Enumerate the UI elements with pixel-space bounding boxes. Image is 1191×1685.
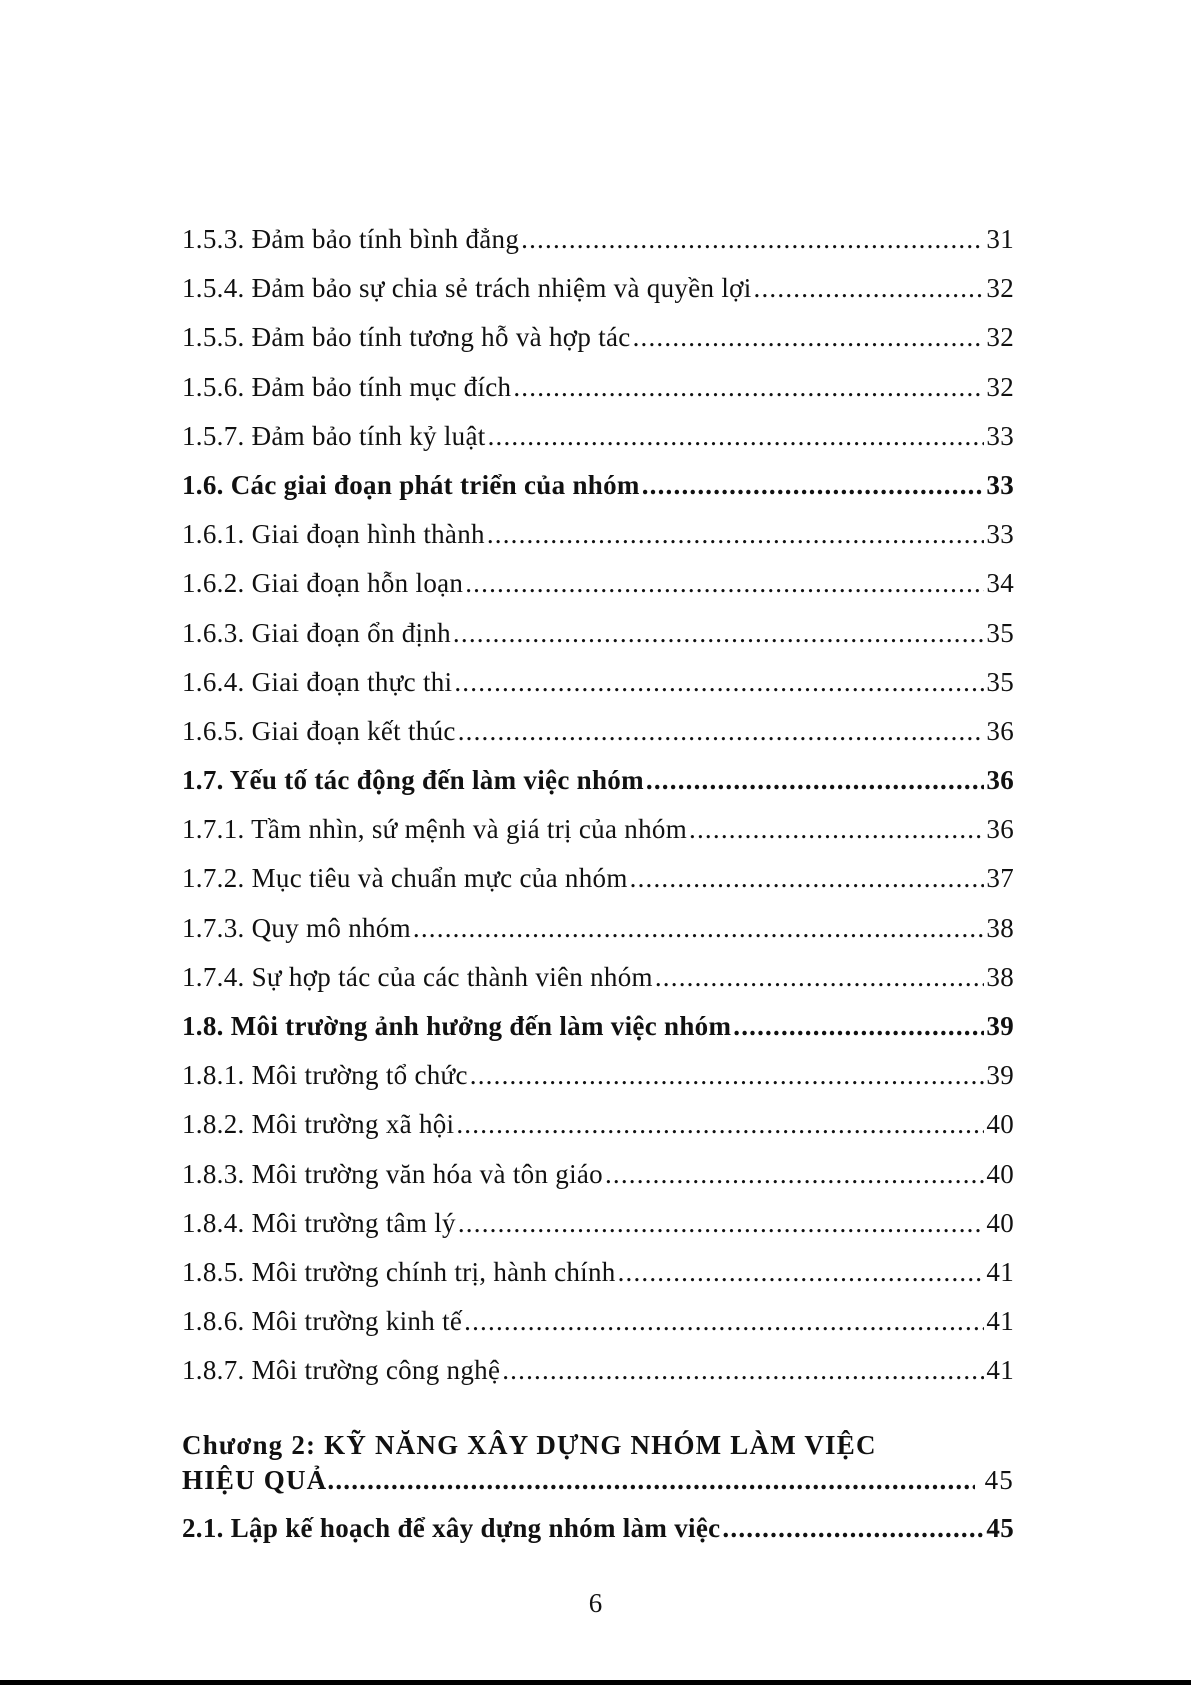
toc-entry-title: 1.6.3. Giai đoạn ổn định bbox=[182, 617, 451, 648]
dot-leader bbox=[454, 667, 984, 698]
toc-section-entry[interactable] bbox=[182, 765, 1014, 814]
toc-entry-page-number: 32 bbox=[986, 371, 1014, 402]
toc-entry-page-number: 40 bbox=[986, 1109, 1014, 1140]
toc-subsection-entry[interactable] bbox=[182, 814, 1014, 863]
toc-subsection-entry[interactable] bbox=[182, 322, 1014, 371]
toc-entry-page-number: 45 bbox=[986, 1512, 1014, 1543]
chapter-title-line-1: Chương 2: KỸ NĂNG XÂY DỰNG NHÓM LÀM VIỆC bbox=[182, 1429, 877, 1460]
toc-entry-page-number: 41 bbox=[986, 1256, 1014, 1287]
toc-entry-title: 1.8.6. Môi trường kinh tế bbox=[182, 1306, 463, 1337]
toc-entry-page-number: 34 bbox=[986, 568, 1014, 599]
toc-entry-page-number: 37 bbox=[986, 863, 1014, 894]
dot-leader bbox=[488, 421, 985, 452]
toc-entry-title: 1.8.5. Môi trường chính trị, hành chính bbox=[182, 1256, 616, 1287]
toc-chapter-heading[interactable] bbox=[182, 1425, 1014, 1513]
toc-entry-page-number: 39 bbox=[986, 1011, 1014, 1041]
dot-leader bbox=[521, 224, 984, 255]
toc-entry-title: 1.5.4. Đảm bảo sự chia sẻ trách nhiệm và quyền lợi bbox=[182, 273, 752, 304]
toc-entry-page-number: 33 bbox=[986, 519, 1014, 550]
dot-leader bbox=[689, 814, 984, 845]
toc-entry-page-number: 36 bbox=[986, 715, 1014, 746]
dot-leader bbox=[633, 322, 985, 353]
toc-entry-title: 1.6. Các giai đoạn phát triển của nhóm bbox=[182, 469, 640, 500]
dot-leader bbox=[327, 1465, 974, 1496]
toc-entry-page-number: 35 bbox=[986, 666, 1014, 697]
toc-entry-page-number: 40 bbox=[986, 1158, 1014, 1189]
dot-leader bbox=[458, 716, 985, 747]
toc-entry-page-number: 40 bbox=[986, 1207, 1014, 1238]
toc-subsection-entry[interactable] bbox=[182, 618, 1014, 667]
toc-subsection-entry[interactable] bbox=[182, 962, 1014, 1011]
toc-entry-page-number: 33 bbox=[986, 420, 1014, 451]
dot-leader bbox=[464, 1306, 984, 1337]
toc-entry-page-number: 36 bbox=[986, 765, 1014, 796]
toc-subsection-entry[interactable] bbox=[182, 224, 1014, 273]
toc-entry-page-number: 31 bbox=[986, 224, 1014, 254]
toc-entry-page-number: 38 bbox=[986, 961, 1014, 992]
toc-subsection-entry[interactable] bbox=[182, 863, 1014, 912]
toc-entry-title: 1.6.1. Giai đoạn hình thành bbox=[182, 519, 485, 550]
dot-leader bbox=[605, 1159, 984, 1190]
toc-section-entry[interactable] bbox=[182, 1011, 1014, 1060]
toc-subsection-entry[interactable] bbox=[182, 273, 1014, 322]
toc-entry-title: 1.8.2. Môi trường xã hội bbox=[182, 1109, 455, 1140]
chapter-title-line-2 bbox=[182, 1465, 1014, 1513]
toc-subsection-entry[interactable] bbox=[182, 1109, 1014, 1158]
toc-entry-title: 1.8.7. Môi trường công nghệ bbox=[182, 1355, 501, 1386]
toc-entry-page-number: 39 bbox=[986, 1060, 1014, 1091]
dot-leader bbox=[642, 470, 985, 501]
toc-entry-title: 1.7.4. Sự hợp tác của các thành viên nhóm bbox=[182, 961, 653, 992]
dot-leader bbox=[646, 765, 984, 796]
toc-subsection-entry[interactable] bbox=[182, 519, 1014, 568]
dot-leader bbox=[733, 1011, 984, 1042]
dot-leader bbox=[513, 372, 984, 403]
table-of-contents bbox=[182, 224, 1014, 1562]
toc-entry-page-number: 32 bbox=[986, 273, 1014, 304]
toc-entry-page-number: 41 bbox=[986, 1306, 1014, 1337]
toc-entries-after-chapter bbox=[182, 1513, 1014, 1562]
toc-entries bbox=[182, 224, 1014, 1405]
dot-leader bbox=[487, 519, 985, 550]
toc-subsection-entry[interactable] bbox=[182, 372, 1014, 421]
dot-leader bbox=[458, 1208, 985, 1239]
toc-subsection-entry[interactable] bbox=[182, 1257, 1014, 1306]
toc-entry-title: 1.7.3. Quy mô nhóm bbox=[182, 912, 411, 943]
toc-entry-page-number: 33 bbox=[986, 469, 1014, 500]
toc-section-entry[interactable] bbox=[182, 470, 1014, 519]
chapter-title-continuation: HIỆU QUẢ bbox=[182, 1464, 328, 1495]
chapter-page-number: 45 bbox=[984, 1464, 1014, 1495]
dot-leader bbox=[465, 568, 984, 599]
dot-leader bbox=[456, 1109, 984, 1140]
toc-entry-title: 2.1. Lập kế hoạch để xây dựng nhóm làm việc bbox=[182, 1512, 721, 1543]
dot-leader bbox=[655, 962, 985, 993]
toc-entry-title: 1.8.3. Môi trường văn hóa và tôn giáo bbox=[182, 1158, 603, 1189]
toc-entry-page-number: 32 bbox=[986, 322, 1014, 353]
toc-subsection-entry[interactable] bbox=[182, 913, 1014, 962]
toc-subsection-entry[interactable] bbox=[182, 1159, 1014, 1208]
toc-entry-page-number: 38 bbox=[986, 912, 1014, 943]
toc-subsection-entry[interactable] bbox=[182, 667, 1014, 716]
toc-subsection-entry[interactable] bbox=[182, 1306, 1014, 1355]
dot-leader bbox=[754, 273, 985, 304]
dot-leader bbox=[630, 863, 985, 894]
bottom-edge-rule bbox=[0, 1680, 1191, 1685]
toc-entry-page-number: 35 bbox=[986, 617, 1014, 648]
dot-leader bbox=[618, 1257, 985, 1288]
toc-subsection-entry[interactable] bbox=[182, 1355, 1014, 1404]
toc-entry-title: 1.5.7. Đảm bảo tính kỷ luật bbox=[182, 420, 486, 451]
toc-subsection-entry[interactable] bbox=[182, 716, 1014, 765]
dot-leader bbox=[502, 1355, 984, 1386]
toc-entry-title: 1.8. Môi trường ảnh hưởng đến làm việc nhóm bbox=[182, 1011, 732, 1041]
toc-section-entry[interactable] bbox=[182, 1513, 1014, 1562]
dot-leader bbox=[453, 618, 984, 649]
toc-entry-title: 1.7.2. Mục tiêu và chuẩn mực của nhóm bbox=[182, 863, 628, 894]
toc-entry-title: 1.8.1. Môi trường tổ chức bbox=[182, 1060, 468, 1091]
toc-entry-page-number: 41 bbox=[986, 1355, 1014, 1386]
dot-leader bbox=[413, 913, 984, 944]
toc-subsection-entry[interactable] bbox=[182, 568, 1014, 617]
toc-entry-title: 1.8.4. Môi trường tâm lý bbox=[182, 1207, 456, 1238]
toc-entry-title: 1.5.6. Đảm bảo tính mục đích bbox=[182, 371, 512, 402]
toc-subsection-entry[interactable] bbox=[182, 421, 1014, 470]
dot-leader bbox=[722, 1513, 984, 1544]
toc-entry-title: 1.5.3. Đảm bảo tính bình đẳng bbox=[182, 224, 520, 254]
toc-entry-title: 1.7.1. Tầm nhìn, sứ mệnh và giá trị của nhóm bbox=[182, 814, 688, 845]
toc-entry-page-number: 36 bbox=[986, 814, 1014, 845]
toc-entry-title: 1.6.5. Giai đoạn kết thúc bbox=[182, 715, 456, 746]
toc-entry-title: 1.5.5. Đảm bảo tính tương hỗ và hợp tác bbox=[182, 322, 631, 353]
toc-subsection-entry[interactable] bbox=[182, 1060, 1014, 1109]
toc-entry-title: 1.6.4. Giai đoạn thực thi bbox=[182, 666, 453, 697]
dot-leader bbox=[470, 1060, 985, 1091]
toc-entry-title: 1.7. Yếu tố tác động đến làm việc nhóm bbox=[182, 765, 644, 796]
toc-entry-title: 1.6.2. Giai đoạn hỗn loạn bbox=[182, 568, 464, 599]
toc-subsection-entry[interactable] bbox=[182, 1208, 1014, 1257]
page-footer-number: 6 bbox=[588, 1588, 603, 1618]
